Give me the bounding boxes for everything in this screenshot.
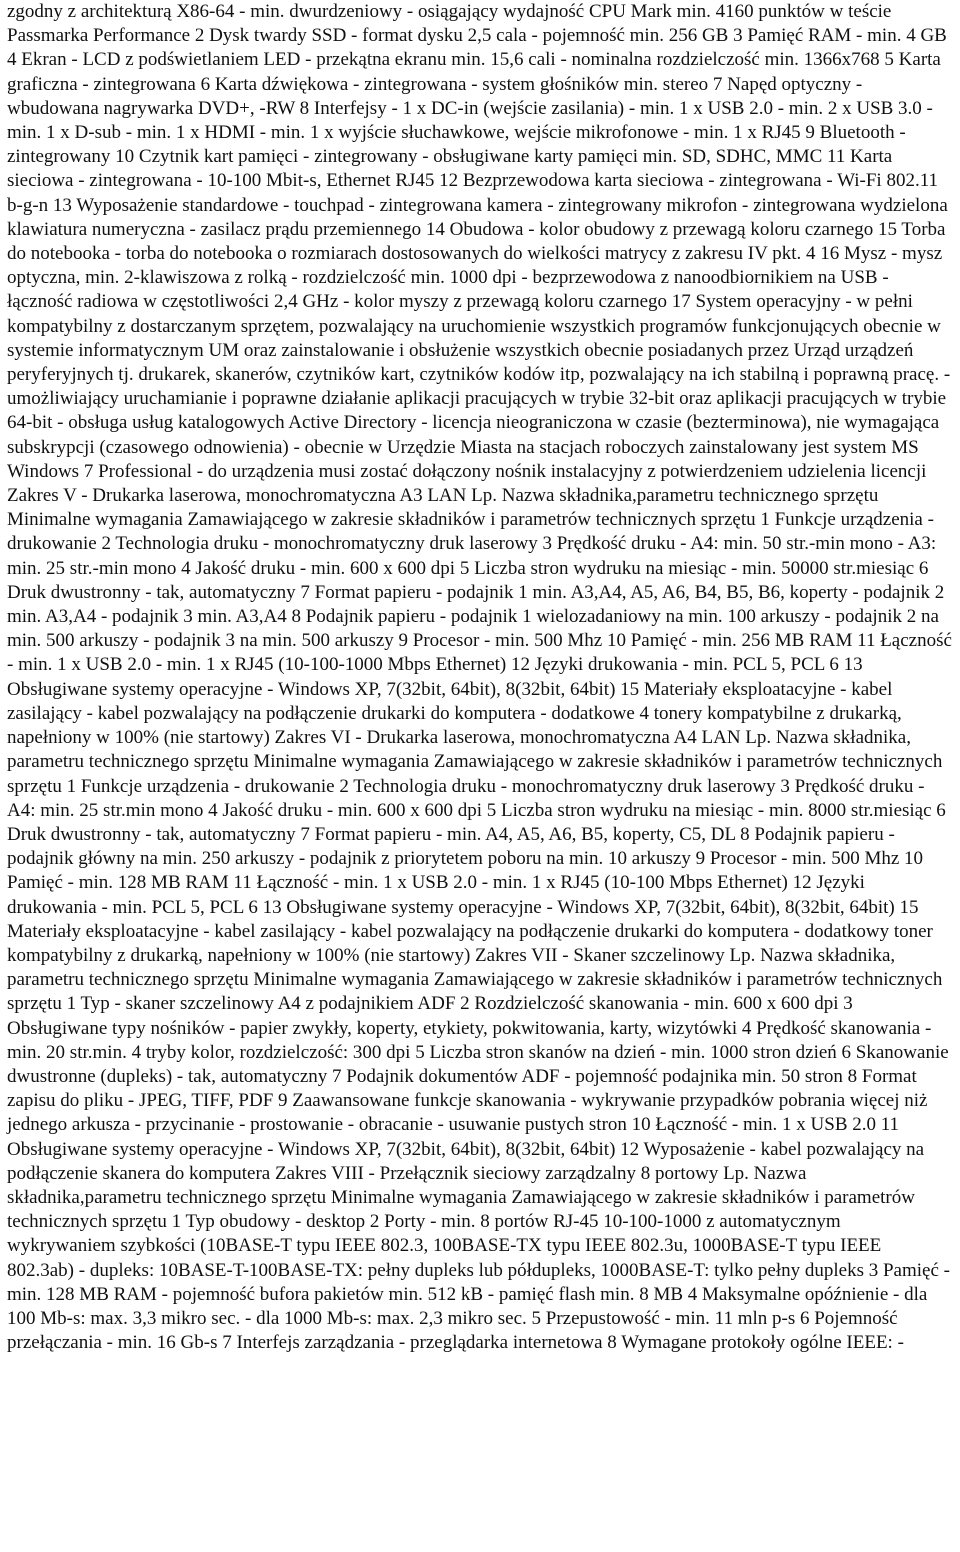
- document-body-text: zgodny z architekturą X86-64 - min. dwurdzeniowy - osiągający wydajność CPU Mark min. 4160 punktów w teście Passmarka Performance 2 Dysk twardy SSD - format dysku 2,5 cala - pojemność min. 256 GB 3 Pamięć RAM - min. 4 GB 4 Ekran - LCD z podświetlaniem LED - przekątna ekranu min. 15,6 cali - nominalna rozdzielczość min. 1366x768 5 Karta graficzna - zintegrowana 6 Karta dźwiękowa - zintegrowana - system głośników min. stereo 7 Napęd optyczny - wbudowana nagrywarka DVD+, -RW 8 Interfejsy - 1 x DC-in (wejście zasilania) - min. 1 x USB 2.0 - min. 2 x USB 3.0 - min. 1 x D-sub - min. 1 x HDMI - min. 1 x wyjście słuchawkowe, wejście mikrofonowe - min. 1 x RJ45 9 Bluetooth - zintegrowany 10 Czytnik kart pamięci - zintegrowany - obsługiwane karty pamięci min. SD, SDHC, MMC 11 Karta sieciowa - zintegrowana - 10-100 Mbit-s, Ethernet RJ45 12 Bezprzewodowa karta sieciowa - zintegrowana - Wi-Fi 802.11 b-g-n 13 Wyposażenie standardowe - touchpad - zintegrowana kamera - zintegrowany mikrofon - zintegrowana wydzielona klawiatura numeryczna - zasilacz prądu przemiennego 14 Obudowa - kolor obudowy z przewagą koloru czarnego 15 Torba do notebooka - torba do notebooka o rozmiarach dostosowanych do wielkości matrycy z zakresu IV pkt. 4 16 Mysz - mysz optyczna, min. 2-klawiszowa z rolką - rozdzielczość min. 1000 dpi - bezprzewodowa z nanoodbiornikiem na USB - łączność radiowa w częstotliwości 2,4 GHz - kolor myszy z przewagą koloru czarnego 17 System operacyjny - w pełni kompatybilny z dostarczanym sprzętem, pozwalający na uruchomienie wszystkich programów funkcjonujących obecnie w systemie informatycznym UM oraz zainstalowanie i obsłużenie wszystkich obecnie posiadanych przez Urząd urządzeń peryferyjnych tj. drukarek, skanerów, czytników kart, czytników kodów itp, pozwalający na ich stabilną i poprawną pracę. - umożliwiający uruchamianie i poprawne działanie aplikacji pracujących w trybie 32-bit oraz aplikacji pracujących w trybie 64-bit - obsługa usług katalogowych Active Directory - licencja nieograniczona w czasie (bezterminowa), nie wymagająca subskrypcji (czasowego odnowienia) - obecnie w Urzędzie Miasta na stacjach roboczych zainstalowany jest system MS Windows 7 Professional - do urządzenia musi zostać dołączony nośnik instalacyjny z potwierdzeniem udzielenia licencji Zakres V - Drukarka laserowa, monochromatyczna A3 LAN Lp. Nazwa składnika,parametru technicznego sprzętu Minimalne wymagania Zamawiającego w zakresie składników i parametrów technicznych sprzętu 1 Funkcje urządzenia - drukowanie 2 Technologia druku - monochromatyczny druk laserowy 3 Prędkość druku - A4: min. 50 str.-min mono - A3: min. 25 str.-min mono 4 Jakość druku - min. 600 x 600 dpi 5 Liczba stron wydruku na miesiąc - min. 50000 str.miesiąc 6 Druk dwustronny - tak, automatyczny 7 Format papieru - podajnik 1 min. A3,A4, A5, A6, B4, B5, B6, koperty - podajnik 2 min. A3,A4 - podajnik 3 min. A3,A4 8 Podajnik papieru - podajnik 1 wielozadaniowy na min. 100 arkuszy - podajnik 2 na min. 500 arkuszy - podajnik 3 na min. 500 arkuszy 9 Procesor - min. 500 Mhz 10 Pamięć - min. 256 MB RAM 11 Łączność - min. 1 x USB 2.0 - min. 1 x RJ45 (10-100-1000 Mbps Ethernet) 12 Języki drukowania - min. PCL 5, PCL 6 13 Obsługiwane systemy operacyjne - Windows XP, 7(32bit, 64bit), 8(32bit, 64bit) 15 Materiały eksploatacyjne - kabel zasilający - kabel pozwalający na podłączenie drukarki do komputera - dodatkowe 4 tonery kompatybilne z drukarką, napełniony w 100% (nie startowy) Zakres VI - Drukarka laserowa, monochromatyczna A4 LAN Lp. Nazwa składnika, parametru technicznego sprzętu Minimalne wymagania Zamawiającego w zakresie składników i parametrów technicznych sprzętu 1 Funkcje urządzenia - drukowanie 2 Technologia druku - monochromatyczny druk laserowy 3 Prędkość druku - A4: min. 25 str.min mono 4 Jakość druku - min. 600 x 600 dpi 5 Liczba stron wydruku na miesiąc - min. 8000 str.miesiąc 6 Druk dwustronny - tak, automatyczny 7 Format papieru - min. A4, A5, A6, B5, koperty, C5, DL 8 Podajnik papieru - podajnik główny na min. 250 arkuszy - podajnik z priorytetem poboru na min. 10 arkuszy 9 Procesor - min. 500 Mhz 10 Pamięć - min. 128 MB RAM 11 Łączność - min. 1 x USB 2.0 - min. 1 x RJ45 (10-100 Mbps Ethernet) 12 Języki drukowania - min. PCL 5, PCL 6 13 Obsługiwane systemy operacyjne - Windows XP, 7(32bit, 64bit), 8(32bit, 64bit) 15 Materiały eksploatacyjne - kabel zasilający - kabel pozwalający na podłączenie drukarki do komputera - dodatkowy toner kompatybilny z drukarką, napełniony w 100% (nie startowy) Zakres VII - Skaner szczelinowy Lp. Nazwa składnika, parametru technicznego sprzętu Minimalne wymagania Zamawiającego w zakresie składników i parametrów technicznych sprzętu 1 Typ - skaner szczelinowy A4 z podajnikiem ADF 2 Rozdzielczość skanowania - min. 600 x 600 dpi 3 Obsługiwane typy nośników - papier zwykły, koperty, etykiety, pokwitowania, karty, wizytówki 4 Prędkość skanowania - min. 20 str.min. 4 tryby kolor, rozdzielczość: 300 dpi 5 Liczba stron skanów na dzień - min. 1000 stron dzień 6 Skanowanie dwustronne (dupleks) - tak, automatyczny 7 Podajnik dokumentów ADF - pojemność podajnika min. 50 stron 8 Format zapisu do pliku - JPEG, TIFF, PDF 9 Zaawansowane funkcje skanowania - wykrywanie przypadków pobrania więcej niż jednego arkusza - przycinanie - prostowanie - obracanie - usuwanie pustych stron 10 Łączność - min. 1 x USB 2.0 11 Obsługiwane systemy operacyjne - Windows XP, 7(32bit, 64bit), 8(32bit, 64bit) 12 Wyposażenie - kabel pozwalający na podłączenie skanera do komputera Zakres VIII - Przełącznik sieciowy zarządzalny 8 portowy Lp. Nazwa składnika,parametru technicznego sprzętu Minimalne wymagania Zamawiającego w zakresie składników i parametrów technicznych sprzętu 1 Typ obudowy - desktop 2 Porty - min. 8 portów RJ-45 10-100-1000 z automatycznym wykrywaniem szybkości (10BASE-T typu IEEE 802.3, 100BASE-TX typu IEEE 802.3u, 1000BASE-T typu IEEE 802.3ab) - dupleks: 10BASE-T-100BASE-TX: pełny dupleks lub półdupleks, 1000BASE-T: tylko pełny dupleks 3 Pamięć - min. 128 MB RAM - pojemność bufora pakietów min. 512 kB - pamięć flash min. 8 MB 4 Maksymalne opóźnienie - dla 100 Mb-s: max. 3,3 mikro sec. - dla 1000 Mb-s: max. 2,3 mikro sec. 5 Przepustowość - min. 11 mln p-s 6 Pojemność przełączania - min. 16 Gb-s 7 Interfejs zarządzania - przeglądarka internetowa 8 Wymagane protokoły ogólne IEEE: -: [7, 1, 952, 1354]
